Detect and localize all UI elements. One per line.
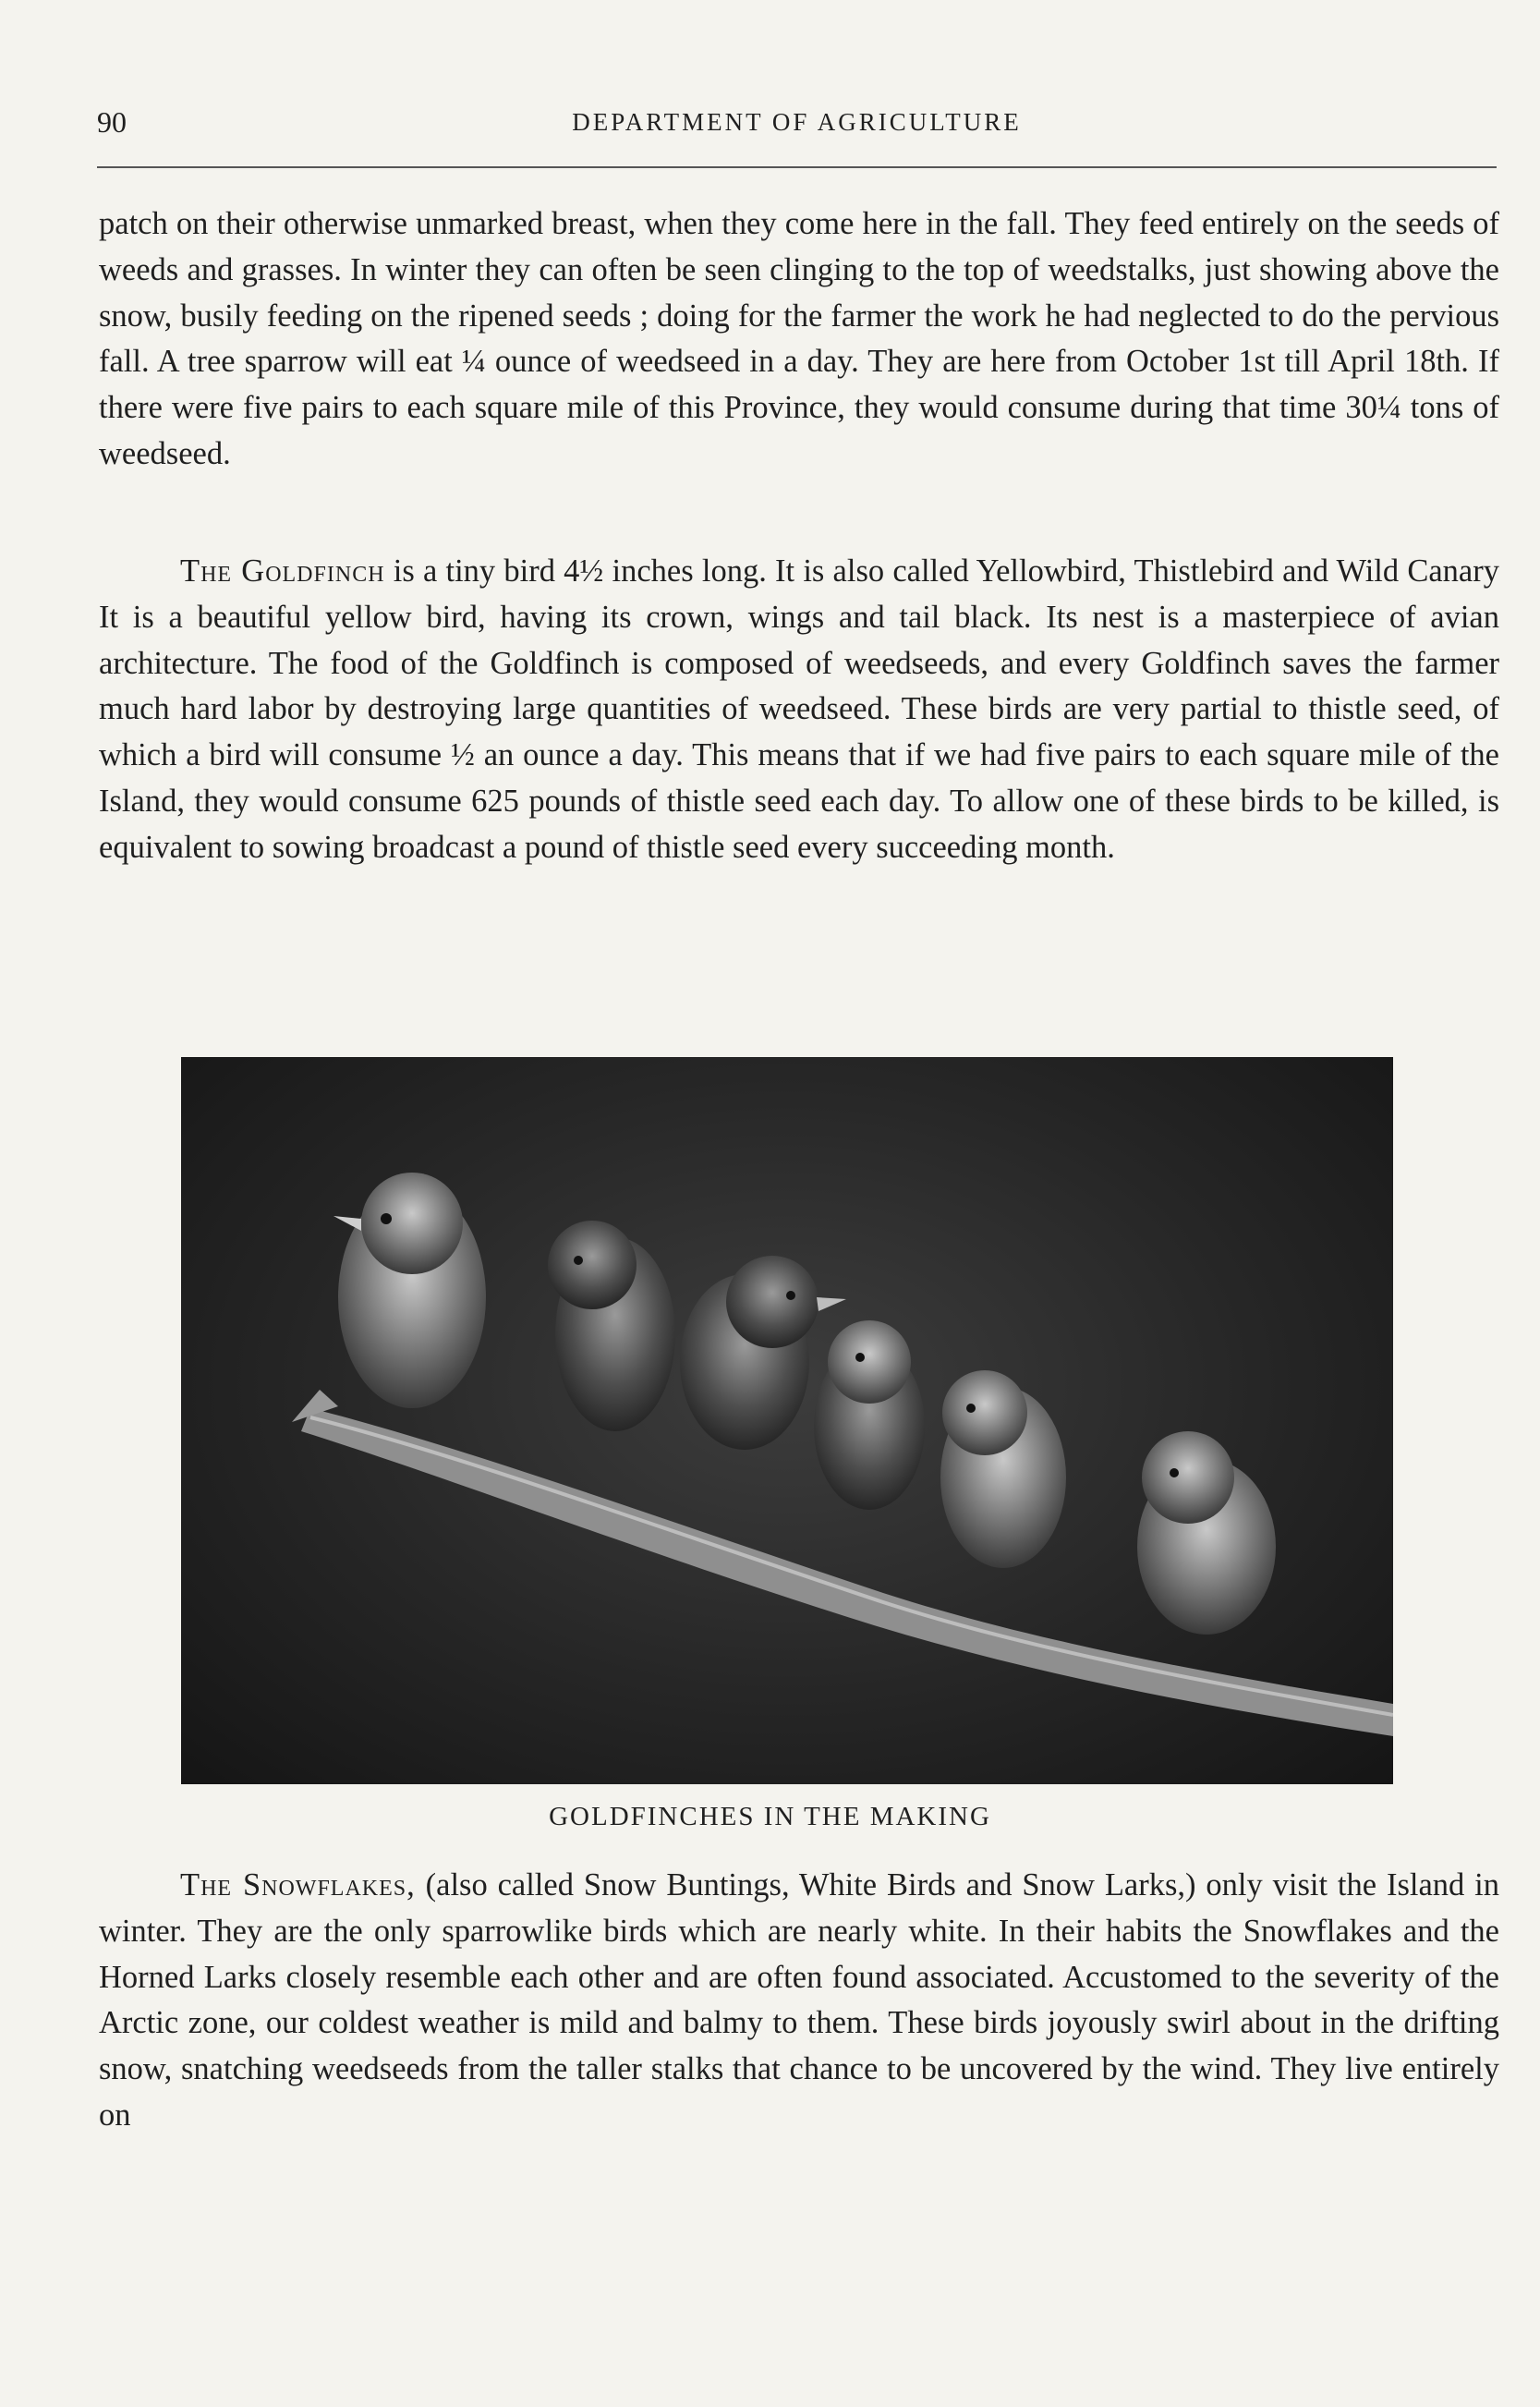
goldfinch-photo-illustration — [181, 1057, 1393, 1784]
page-number: 90 — [97, 105, 127, 139]
bird-2 — [548, 1221, 675, 1431]
snowflakes-text: (also called Snow Buntings, White Birds and Snow Larks,) only visit the Island in winter. They are the only sparrowlike birds which are nearly white. In their habits the Snowflakes and the Horned Larks closely resemble each other and are often found associated. Accustomed to the severity of the Arctic zone, our coldest weather is mild and balmy to them. These birds joyously swirl about in the drifting snow, snatching weedseeds from the taller stalks that chance to be uncovered by the wind. They live entirely on — [99, 1867, 1499, 2133]
running-title: DEPARTMENT OF AGRICULTURE — [572, 108, 1022, 136]
goldfinch-photo — [181, 1057, 1393, 1784]
bird-6 — [1137, 1431, 1276, 1635]
paragraph-tree-sparrow: patch on their otherwise unmarked breast, when they come here in the fall. They feed entirely on the seeds of weeds and grasses. In winter they can often be seen clinging to the top of weedstalks, just showing above the snow, busily feeding on the ripened seeds ; doing for the farmer the work he had neglected to do the pervious fall. A tree sparrow will eat ¼ ounce of weedseed in a day. They are here from October 1st till April 18th. If there were five pairs to each square mile of this Province, they would consume during that time 30¼ tons of weedseed. — [99, 206, 1499, 471]
figure-caption: GOLDFINCHES IN THE MAKING — [549, 1802, 991, 1831]
bird-5 — [940, 1370, 1066, 1568]
bird-1 — [333, 1173, 486, 1408]
paragraph-goldfinch — [99, 549, 1499, 871]
bird-4 — [814, 1320, 925, 1510]
snowflakes-heading: The Snowflakes, — [180, 1867, 416, 1903]
running-head — [97, 100, 1497, 144]
header-rule — [97, 166, 1497, 168]
paragraph-snowflakes — [99, 1863, 1499, 2139]
goldfinch-text: is a tiny bird 4½ inches long. It is also called Yellowbird, Thistlebird and Wild Canary It is a beautiful yellow bird, having its crown, wings and tail black. Its nest is a masterpiece of avian architecture. The food of the Goldfinch is composed of weedseeds, and every Goldfinch saves the farmer much hard labor by destroying large quantities of weedseed. These birds are very partial to thistle seed, of which a bird will consume ½ an ounce a day. This means that if we had five pairs to each square mile of the Island, they would consume 625 pounds of thistle seed each day. To allow one of these birds to be killed, is equivalent to sowing broadcast a pound of thistle seed every succeeding month. — [99, 553, 1499, 865]
goldfinch-heading: The Goldfinch — [180, 553, 385, 589]
